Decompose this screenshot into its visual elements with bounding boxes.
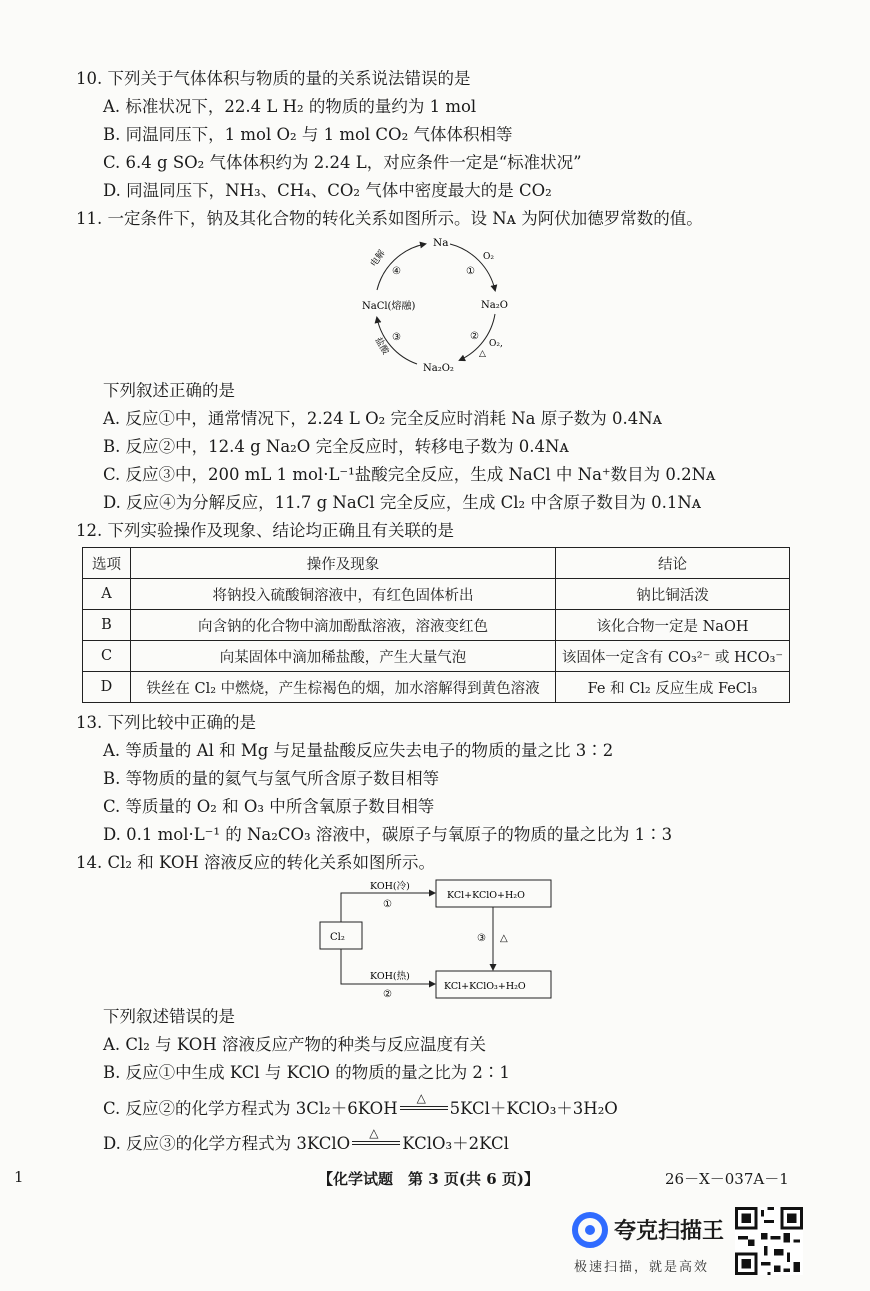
cell-operation: 将钠投入硫酸铜溶液中，有红色固体析出 (131, 579, 556, 610)
table-row (83, 610, 790, 641)
label-koh-cold: KOH(冷) (370, 881, 410, 892)
label-num-3: ③ (392, 332, 401, 343)
label-electrolysis: 电解 (369, 248, 388, 269)
cell-operation: 铁丝在 Cl₂ 中燃烧，产生棕褐色的烟，加水溶解得到黄色溶液 (131, 672, 556, 703)
q11-lead: 下列叙述正确的是 (103, 381, 235, 400)
table-row (83, 579, 790, 610)
cell-option: D (83, 672, 131, 703)
cell-option: B (83, 610, 131, 641)
q13-option-c: C. 等质量的 O₂ 和 O₃ 中所含氧原子数目相等 (103, 797, 435, 816)
label-koh-hot: KOH(热) (370, 971, 410, 982)
q14-lead: 下列叙述错误的是 (103, 1007, 235, 1026)
qr-code (735, 1207, 803, 1275)
label-num-1: ① (383, 899, 392, 910)
node-na2o: Na₂O (481, 300, 508, 311)
q10-stem: 10. 下列关于气体体积与物质的量的关系说法错误的是 (76, 69, 471, 88)
q12-stem: 12. 下列实验操作及现象、结论均正确且有关联的是 (76, 521, 454, 540)
cell-conclusion: 该化合物一定是 NaOH (556, 610, 790, 641)
q11-stem: 11. 一定条件下，钠及其化合物的转化关系如图所示。设 Nᴀ 为阿伏加德罗常数的值。 (76, 209, 703, 228)
q14-c-suffix: 5KCl＋KClO₃＋3H₂O (449, 1099, 618, 1118)
cell-option: A (83, 579, 131, 610)
q14-option-c (103, 1091, 618, 1120)
q10-option-a: A. 标准状况下，22.4 L H₂ 的物质的量约为 1 mol (103, 97, 477, 116)
q11-option-a: A. 反应①中，通常情况下，2.24 L O₂ 完全反应时消耗 Na 原子数为 0.4Nᴀ (103, 409, 662, 428)
label-prod2: KCl+KClO₃+H₂O (444, 981, 526, 992)
q10-option-b: B. 同温同压下，1 mol O₂ 与 1 mol CO₂ 气体体积相等 (103, 125, 513, 144)
label-num-2: ② (470, 331, 479, 342)
q14-option-b: B. 反应①中生成 KCl 与 KClO 的物质的量之比为 2∶1 (103, 1063, 510, 1082)
label-o2-2: O₂, (489, 339, 503, 349)
q14-d-suffix: KClO₃＋2KCl (402, 1134, 509, 1153)
q12-table (82, 547, 790, 703)
label-delta: △ (479, 349, 486, 359)
q11-option-d: D. 反应④为分解反应，11.7 g NaCl 完全反应，生成 Cl₂ 中含原子数目为 0.1Nᴀ (103, 493, 702, 512)
header-conclusion: 结论 (556, 548, 790, 579)
q10-option-d: D. 同温同压下，NH₃、CH₄、CO₂ 气体中密度最大的是 CO₂ (103, 181, 552, 200)
q14-flow-diagram (310, 875, 560, 1005)
q13-stem: 13. 下列比较中正确的是 (76, 713, 256, 732)
label-num-1: ① (466, 266, 475, 277)
q13-option-b: B. 等物质的量的氦气与氢气所含原子数目相等 (103, 769, 440, 788)
cell-option: C (83, 641, 131, 672)
q13-option-a: A. 等质量的 Al 和 Mg 与足量盐酸反应失去电子的物质的量之比 3∶2 (103, 741, 614, 760)
document-code: 26－X－037A－1 (665, 1170, 789, 1188)
label-num-4: ④ (392, 266, 401, 277)
label-delta: △ (500, 933, 508, 944)
q14-c-prefix: C. 反应②的化学方程式为 3Cl₂＋6KOH (103, 1099, 398, 1118)
node-nacl: NaCl(熔融) (362, 301, 416, 312)
q11-option-b: B. 反应②中，12.4 g Na₂O 完全反应时，转移电子数为 0.4Nᴀ (103, 437, 569, 456)
condition-delta: △ (369, 1126, 379, 1140)
q14-option-a: A. Cl₂ 与 KOH 溶液反应产物的种类与反应温度有关 (103, 1035, 486, 1054)
label-hcl: 盐酸 (372, 335, 391, 357)
cell-conclusion: Fe 和 Cl₂ 反应生成 FeCl₃ (556, 672, 790, 703)
label-o2-1: O₂ (483, 252, 494, 262)
arc-4 (377, 244, 425, 290)
scanner-slogan: 极速扫描，就是高效 (574, 1260, 710, 1275)
q11-option-c: C. 反应③中，200 mL 1 mol·L⁻¹盐酸完全反应，生成 NaCl 中 Na⁺数目为 0.2Nᴀ (103, 465, 716, 484)
cell-conclusion: 该固体一定含有 CO₃²⁻ 或 HCO₃⁻ (556, 641, 790, 672)
q14-stem: 14. Cl₂ 和 KOH 溶液反应的转化关系如图所示。 (76, 853, 436, 872)
q14-d-prefix: D. 反应③的化学方程式为 3KClO (103, 1134, 351, 1153)
q14-option-d (103, 1126, 509, 1155)
q10-option-c: C. 6.4 g SO₂ 气体体积约为 2.24 L，对应条件一定是“标准状况” (103, 153, 582, 172)
header-option: 选项 (83, 548, 131, 579)
scanner-logo-icon (572, 1212, 608, 1248)
scanner-brand: 夸克扫描王 (614, 1219, 725, 1244)
label-num-3: ③ (477, 933, 486, 944)
condition-arrow (400, 1091, 448, 1114)
header-operation: 操作及现象 (131, 548, 556, 579)
cell-conclusion: 钠比铜活泼 (556, 579, 790, 610)
label-cl2: Cl₂ (330, 932, 345, 943)
q13-option-d: D. 0.1 mol·L⁻¹ 的 Na₂CO₃ 溶液中，碳原子与氧原子的物质的量之比为 1∶3 (103, 825, 673, 844)
cell-operation: 向某固体中滴加稀盐酸，产生大量气泡 (131, 641, 556, 672)
q11-cycle-diagram (355, 232, 525, 380)
page-number: 1 (14, 1168, 24, 1186)
table-header-row (83, 548, 790, 579)
condition-arrow (352, 1126, 400, 1149)
cell-operation: 向含钠的化合物中滴加酚酞溶液，溶液变红色 (131, 610, 556, 641)
label-prod1: KCl+KClO+H₂O (447, 890, 525, 901)
table-row (83, 672, 790, 703)
label-num-2: ② (383, 989, 392, 1000)
node-na: Na (433, 237, 449, 249)
condition-delta: △ (416, 1091, 426, 1105)
page-footer-title: 【化学试题 第 3 页(共 6 页)】 (318, 1170, 539, 1188)
table-row (83, 641, 790, 672)
node-na2o2: Na₂O₂ (423, 363, 454, 374)
